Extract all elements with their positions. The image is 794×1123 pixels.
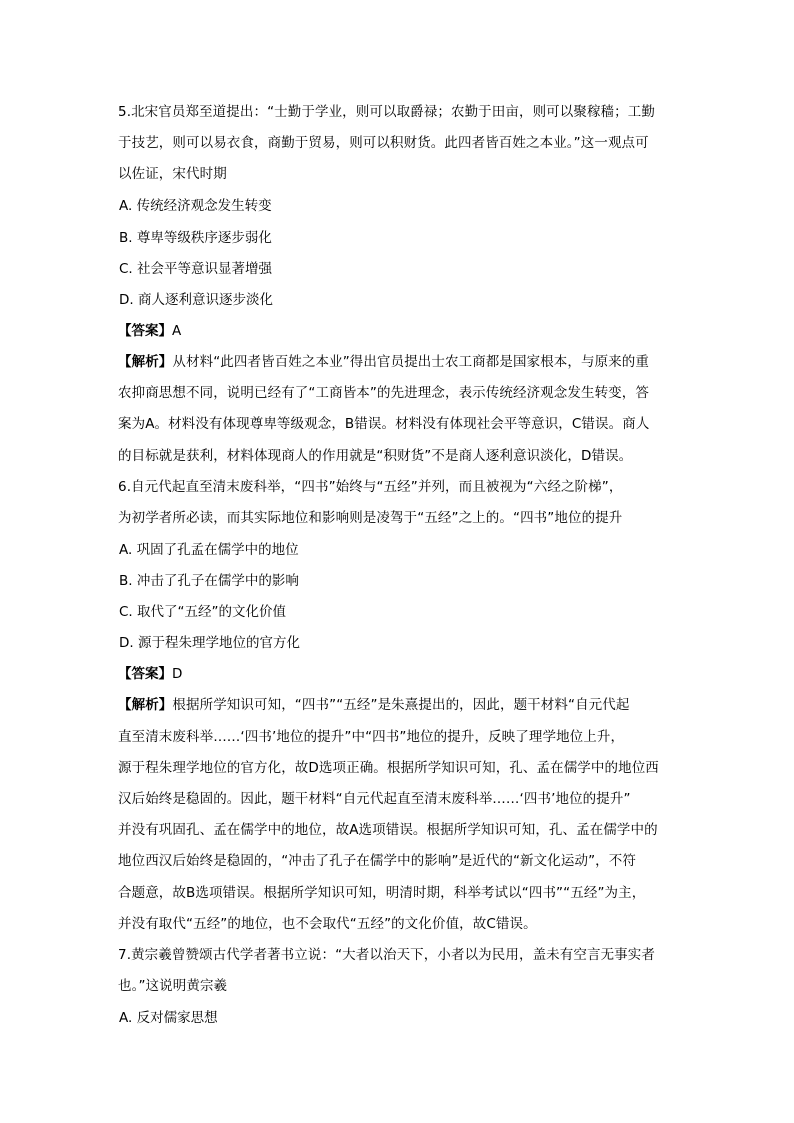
q6-answer xyxy=(118,666,182,682)
q7-stem-line-1: 7.黄宗羲曾赞颂古代学者著书立说：“大者以治天下，小者以为民用，盖未有空言无事实者 xyxy=(118,947,655,963)
q6-analysis-line-4: 汉后始终是稳固的。因此，题干材料“自元代起直至清末废科举……‘四书’地位的提升” xyxy=(118,791,631,807)
q6-option-c: C. 取代了“五经”的文化价值 xyxy=(119,604,286,620)
q6-analysis-line-6: 地位西汉后始终是稳固的，“冲击了孔子在儒学中的影响”是近代的“新文化运动”，不符 xyxy=(118,853,636,869)
analysis-tag: 【解析】 xyxy=(118,354,173,370)
q5-stem-line-1: 5.北宋官员郑至道提出：“士勤于学业，则可以取爵禄；农勤于田亩，则可以聚稼穑；工勤 xyxy=(118,104,655,120)
q6-option-b: B. 冲击了孔子在儒学中的影响 xyxy=(119,573,299,589)
q5-analysis-line-1 xyxy=(118,354,649,370)
q6-analysis-line-2: 直至清末废科举……‘四书’地位的提升”中“四书”地位的提升，反映了理学地位上升， xyxy=(118,729,625,745)
q5-stem-line-3: 以佐证，宋代时期 xyxy=(118,166,227,182)
q5-option-d: D. 商人逐利意识逐步淡化 xyxy=(119,292,273,308)
q5-option-a: A. 传统经济观念发生转变 xyxy=(119,198,272,214)
q6-stem-line-2: 为初学者所必读，而其实际地位和影响则是凌驾于“五经”之上的。“四书”地位的提升 xyxy=(118,510,623,526)
q6-analysis-line-8: 并没有取代“五经”的地位，也不会取代“五经”的文化价值，故C错误。 xyxy=(118,916,537,932)
q5-option-b: B. 尊卑等级秩序逐步弱化 xyxy=(119,230,272,246)
q6-analysis-line-1 xyxy=(118,697,629,713)
q5-stem-line-2: 于技艺，则可以易衣食，商勤于贸易，则可以积财货。此四者皆百姓之本业。”这一观点可 xyxy=(118,135,649,151)
q5-answer xyxy=(118,323,181,339)
q5-option-c: C. 社会平等意识显著增强 xyxy=(119,261,273,277)
answer-tag: 【答案】 xyxy=(118,323,172,339)
q6-analysis-line-3: 源于程朱理学地位的官方化，故D选项正确。根据所学知识可知，孔、孟在儒学中的地位西 xyxy=(118,760,659,776)
q6-option-a: A. 巩固了孔孟在儒学中的地位 xyxy=(119,542,299,558)
q5-analysis-line-3: 案为A。材料没有体现尊卑等级观念，B错误。材料没有体现社会平等意识，C错误。商人 xyxy=(118,416,650,432)
answer-value: D xyxy=(172,666,183,682)
q7-option-a: A. 反对儒家思想 xyxy=(119,1010,218,1026)
q6-analysis-line-7: 合题意，故B选项错误。根据所学知识可知，明清时期，科举考试以“四书”“五经”为主， xyxy=(118,885,646,901)
q6-analysis-line-5: 并没有巩固孔、孟在儒学中的地位，故A选项错误。根据所学知识可知，孔、孟在儒学中的 xyxy=(118,822,658,838)
analysis-tag: 【解析】 xyxy=(118,697,173,713)
q7-stem-line-2: 也。”这说明黄宗羲 xyxy=(118,978,228,994)
q5-analysis-line-2: 农抑商思想不同，说明已经有了“工商皆本”的先进理念，表示传统经济观念发生转变，答 xyxy=(118,385,649,401)
analysis-text: 从材料“此四者皆百姓之本业”得出官员提出士农工商都是国家根本，与原来的重 xyxy=(172,354,649,370)
analysis-text: 根据所学知识可知，“四书”“五经”是朱熹提出的，因此，题干材料“自元代起 xyxy=(172,697,630,713)
q6-stem-line-1: 6.自元代起直至清末废科举，“四书”始终与“五经”并列，而且被视为“六经之阶梯”， xyxy=(118,479,623,495)
answer-tag: 【答案】 xyxy=(118,666,172,682)
q5-analysis-line-4: 的目标就是获利，材料体现商人的作用就是“积财货”不是商人逐利意识淡化，D错误。 xyxy=(118,448,633,464)
answer-value: A xyxy=(172,323,182,339)
q6-option-d: D. 源于程朱理学地位的官方化 xyxy=(119,635,300,651)
